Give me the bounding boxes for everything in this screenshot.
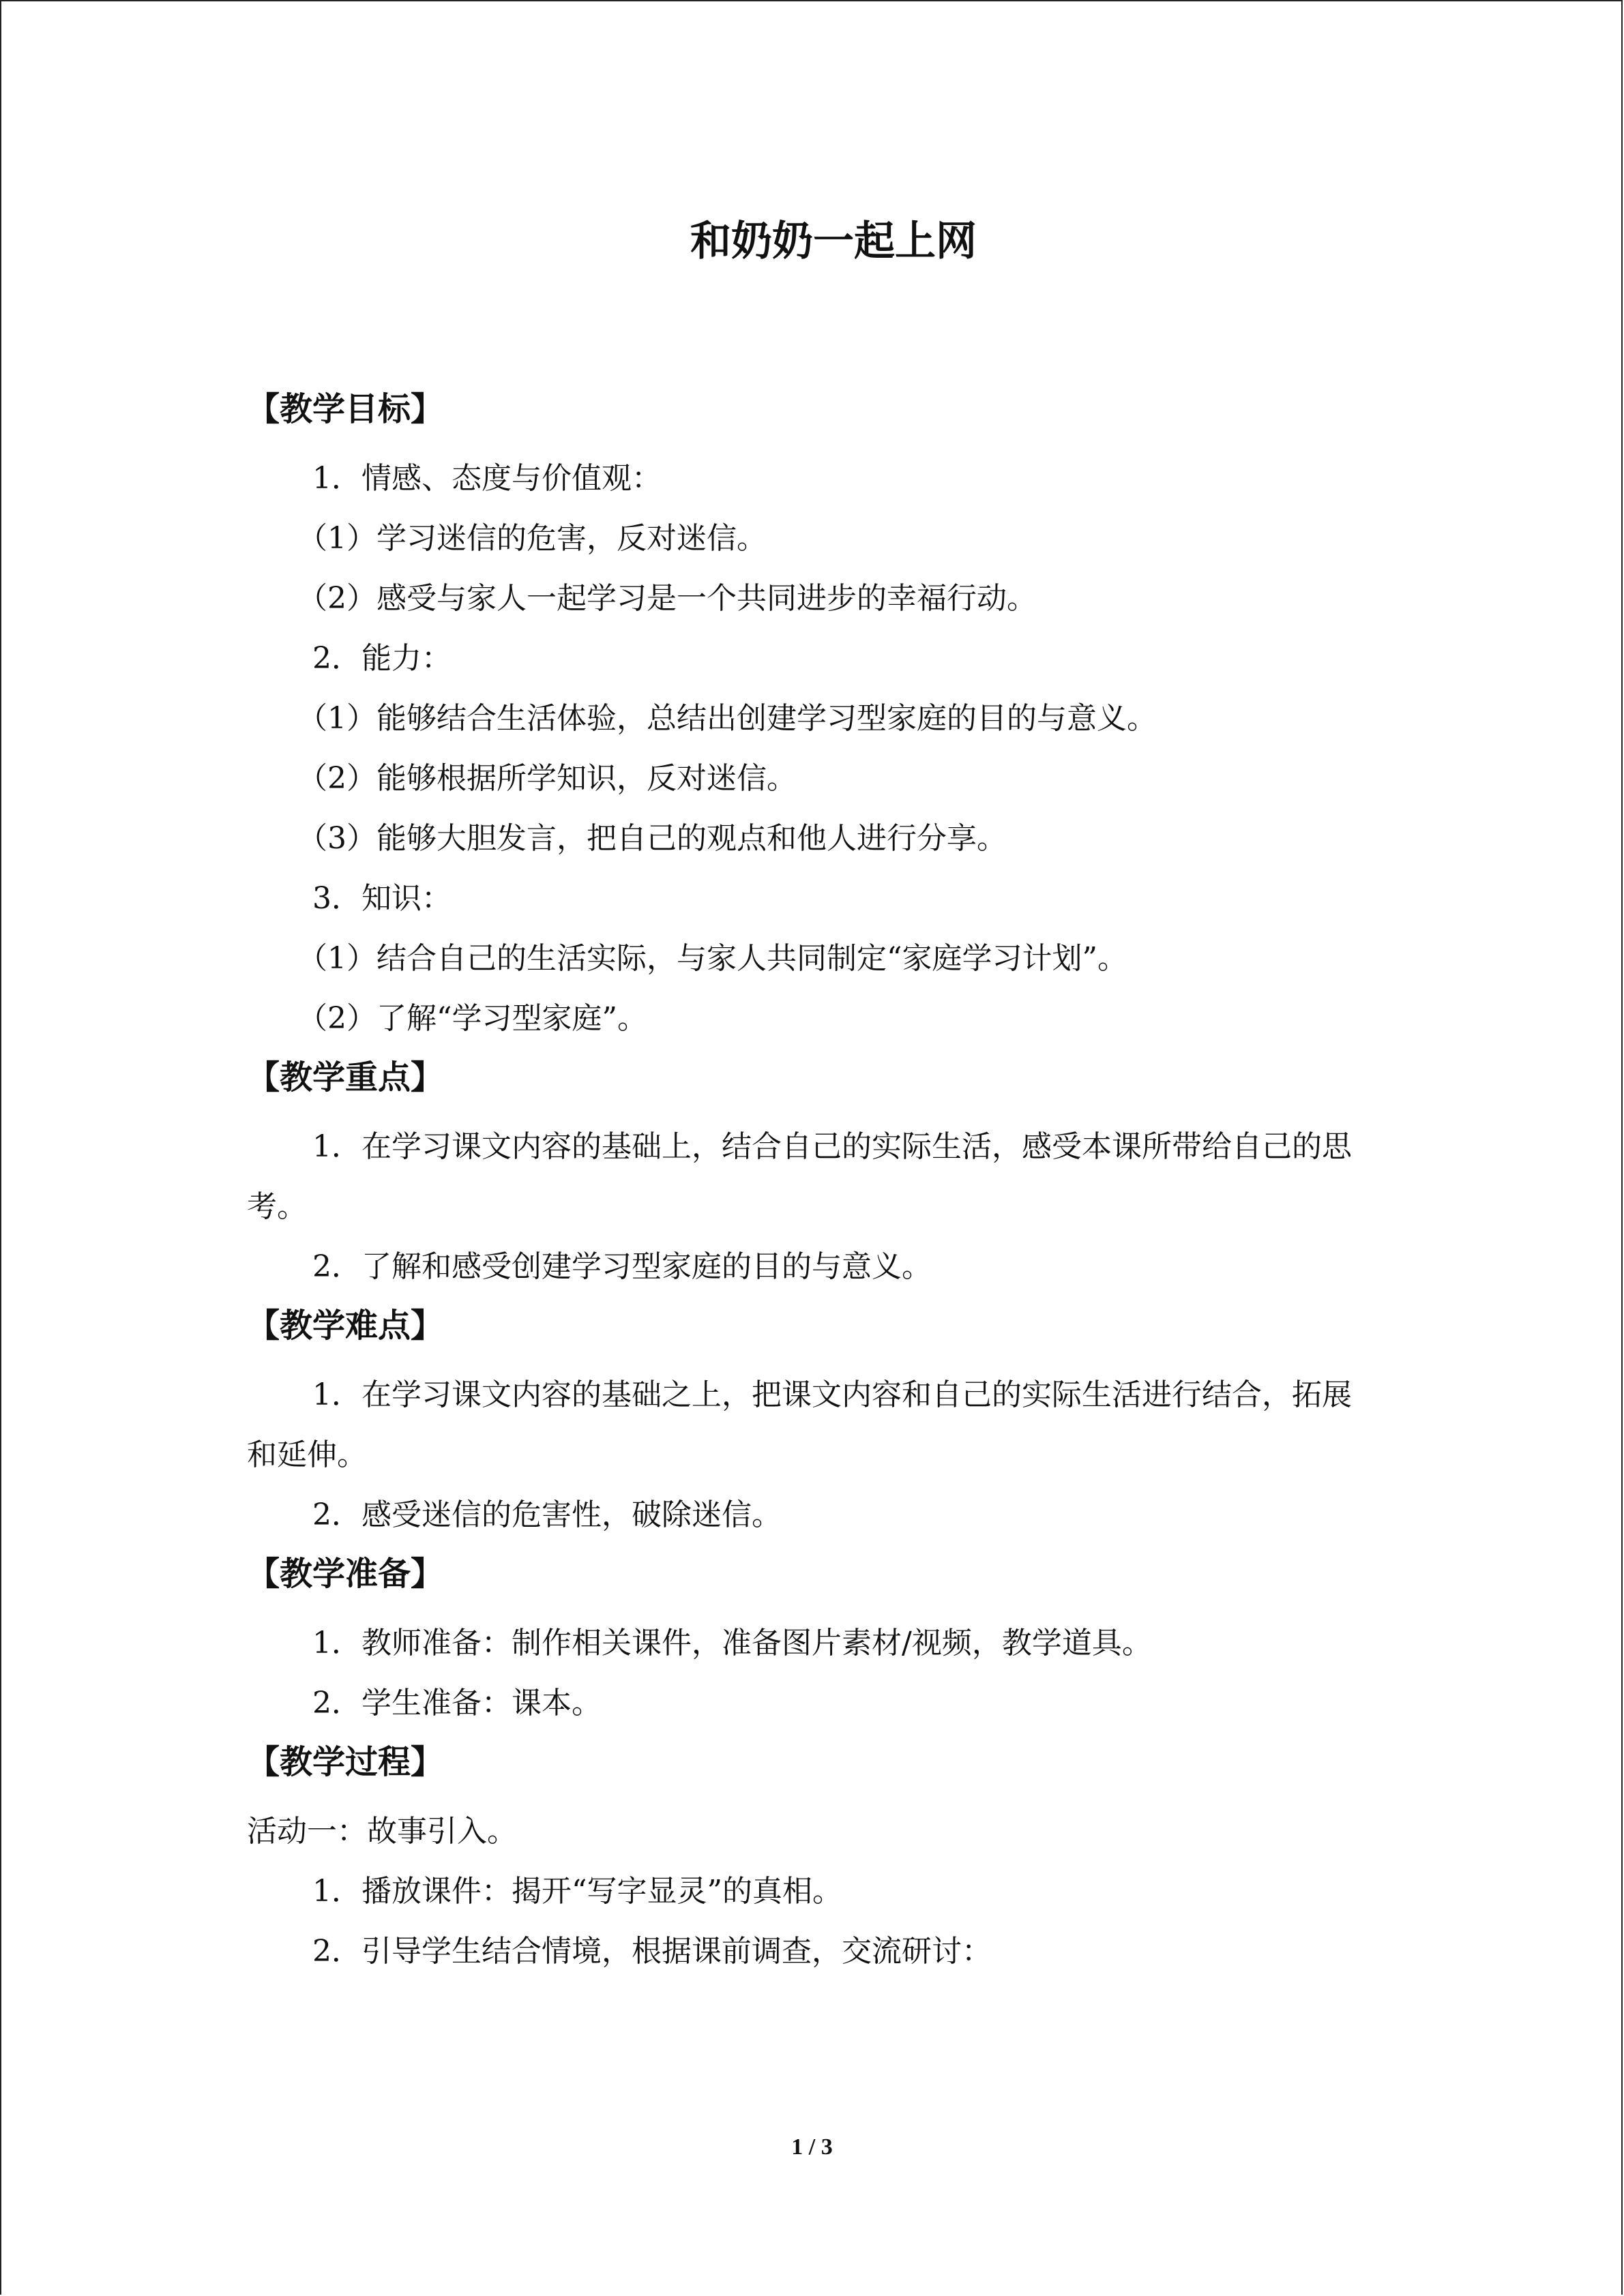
section-heading-objectives: 【教学目标】 <box>247 390 444 428</box>
objective-line: （1）能够结合生活体验，总结出创建学习型家庭的目的与意义。 <box>297 701 1157 736</box>
preparation-line: 2．学生准备：课本。 <box>312 1686 602 1720</box>
section-heading-key-points: 【教学重点】 <box>247 1058 444 1097</box>
page-number: 1 / 3 <box>791 2134 833 2160</box>
objective-line: 1．情感、态度与价值观： <box>312 461 662 496</box>
process-line: 2．引导学生结合情境，根据课前调查，交流研讨： <box>312 1934 992 1969</box>
objective-line: （2）了解“学习型家庭”。 <box>297 1001 647 1036</box>
document-title: 和奶奶一起上网 <box>690 218 977 265</box>
key-point-line: 1．在学习课文内容的基础上，结合自己的实际生活，感受本课所带给自己的思考。 <box>247 1129 1352 1224</box>
activity-title: 活动一：故事引入。 <box>247 1814 517 1849</box>
document-body <box>247 205 1379 1982</box>
section-heading-preparation: 【教学准备】 <box>247 1555 444 1593</box>
section-heading-difficulties: 【教学难点】 <box>247 1307 444 1345</box>
objective-line: （1）结合自己的生活实际，与家人共同制定“家庭学习计划”。 <box>297 941 1127 976</box>
key-point-line: 2．了解和感受创建学习型家庭的目的与意义。 <box>312 1249 932 1284</box>
objective-line: （1）学习迷信的危害，反对迷信。 <box>297 521 767 556</box>
process-line: 1．播放课件：揭开“写字显灵”的真相。 <box>312 1874 842 1909</box>
objective-line: （3）能够大胆发言，把自己的观点和他人进行分享。 <box>297 821 1007 856</box>
difficulty-line: 2．感受迷信的危害性，破除迷信。 <box>312 1497 782 1532</box>
difficulty-line: 1．在学习课文内容的基础之上，把课文内容和自己的实际生活进行结合，拓展和延伸。 <box>247 1377 1352 1472</box>
objective-line: 2．能力： <box>312 641 452 676</box>
title-spacer <box>247 278 1379 381</box>
section-heading-process: 【教学过程】 <box>247 1743 444 1781</box>
objective-line: 3．知识： <box>312 881 452 916</box>
preparation-line: 1．教师准备：制作相关课件，准备图片素材/视频，教学道具。 <box>312 1626 1152 1660</box>
objective-line: （2）感受与家人一起学习是一个共同进步的幸福行动。 <box>297 581 1037 616</box>
objective-line: （2）能够根据所学知识，反对迷信。 <box>297 761 797 796</box>
